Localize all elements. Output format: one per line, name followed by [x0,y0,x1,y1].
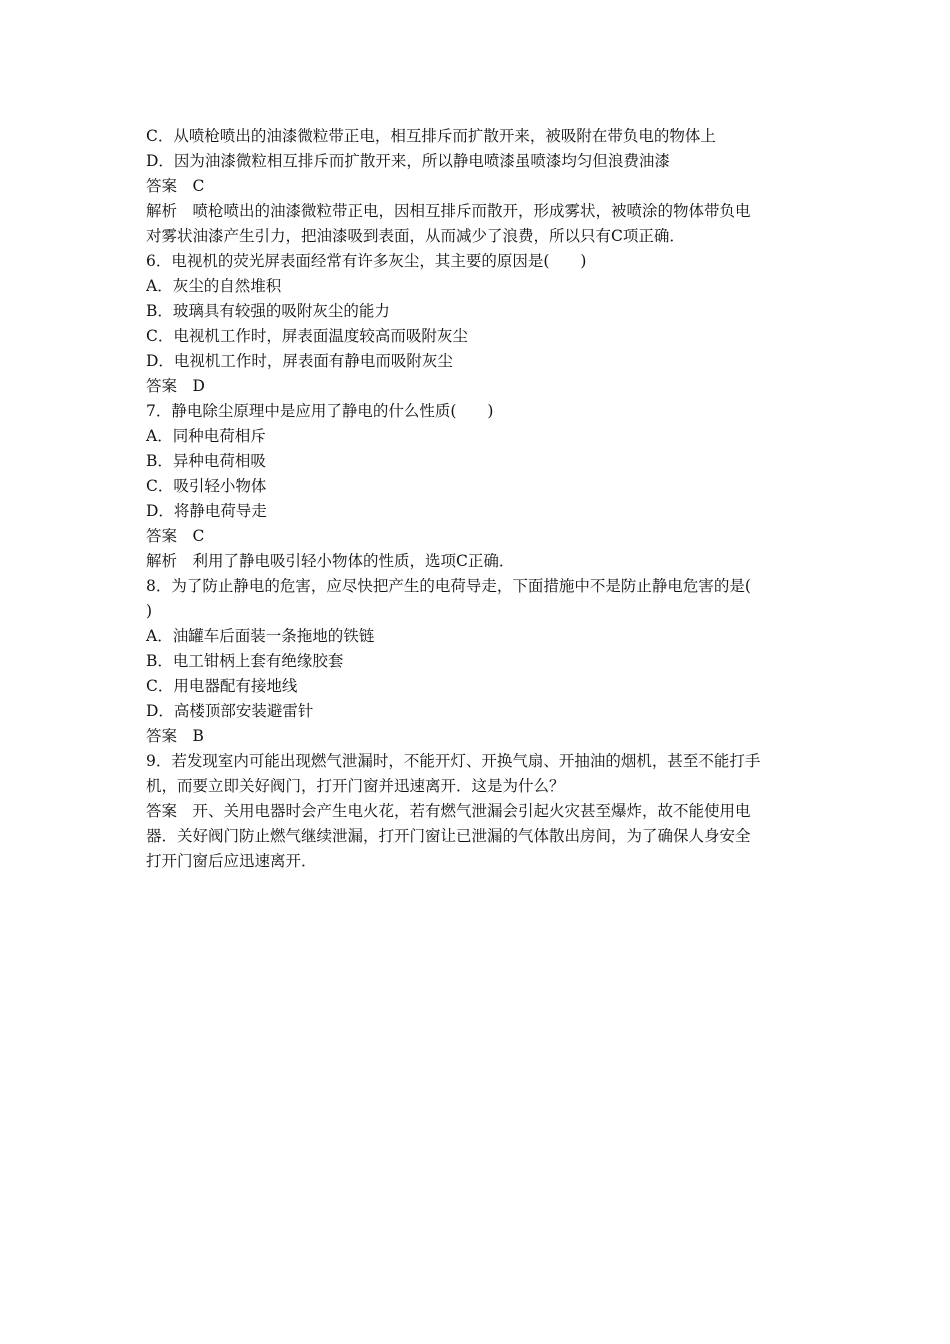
answer-7: 答案 C [146,527,205,545]
question-6-option-a: A．灰尘的自然堆积 [146,277,282,295]
answer-9-line-1: 答案 开、关用电器时会产生电火花，若有燃气泄漏会引起火灾甚至爆炸，故不能使用电 [146,802,751,820]
analysis-7: 解析 利用了静电吸引轻小物体的性质，选项C正确． [146,552,515,570]
question-7-option-c: C．吸引轻小物体 [146,477,267,495]
answer-9-line-2: 器．关好阀门防止燃气继续泄漏，打开门窗让已泄漏的气体散出房间，为了确保人身安全 [146,827,751,845]
question-8-option-b: B．电工钳柄上套有绝缘胶套 [146,652,344,670]
question-7-option-b: B．异种电荷相吸 [146,452,266,470]
analysis-5-line-1: 解析 喷枪喷出的油漆微粒带正电，因相互排斥而散开，形成雾状，被喷涂的物体带负电 [146,202,751,220]
question-6: 6．电视机的荧光屏表面经常有许多灰尘，其主要的原因是( ) [146,252,587,270]
question-9-line-1: 9．若发现室内可能出现燃气泄漏时，不能开灯、开换气扇、开抽油的烟机，甚至不能打手 [146,752,761,770]
option-c: C．从喷枪喷出的油漆微粒带正电，相互排斥而扩散开来，被吸附在带负电的物体上 [146,127,716,145]
question-7-option-d: D．将静电荷导走 [146,502,267,520]
question-8-option-a: A．油罐车后面装一条拖地的铁链 [146,627,375,645]
document-page [146,124,808,874]
answer-8: 答案 B [146,727,204,745]
option-d: D．因为油漆微粒相互排斥而扩散开来，所以静电喷漆虽喷漆均匀但浪费油漆 [146,152,670,170]
question-7-option-a: A．同种电荷相斥 [146,427,266,445]
question-7: 7．静电除尘原理中是应用了静电的什么性质( ) [146,402,494,420]
analysis-5-line-2: 对雾状油漆产生引力，把油漆吸到表面，从而减少了浪费，所以只有C项正确． [146,227,685,245]
question-8-option-d: D．高楼顶部安装避雷针 [146,702,314,720]
question-8-option-c: C．用电器配有接地线 [146,677,298,695]
answer-9-line-3: 打开门窗后应迅速离开． [146,852,317,870]
question-6-option-c: C．电视机工作时，屏表面温度较高而吸附灰尘 [146,327,468,345]
question-6-option-d: D．电视机工作时，屏表面有静电而吸附灰尘 [146,352,453,370]
question-9-line-2: 机，而要立即关好阀门，打开门窗并迅速离开．这是为什么？ [146,777,565,795]
question-6-option-b: B．玻璃具有较强的吸附灰尘的能力 [146,302,390,320]
answer-5: 答案 C [146,177,205,195]
answer-6: 答案 D [146,377,205,395]
question-8-line-2: ) [146,602,153,620]
question-8-line-1: 8．为了防止静电的危害，应尽快把产生的电荷导走，下面措施中不是防止静电危害的是( [146,577,751,595]
